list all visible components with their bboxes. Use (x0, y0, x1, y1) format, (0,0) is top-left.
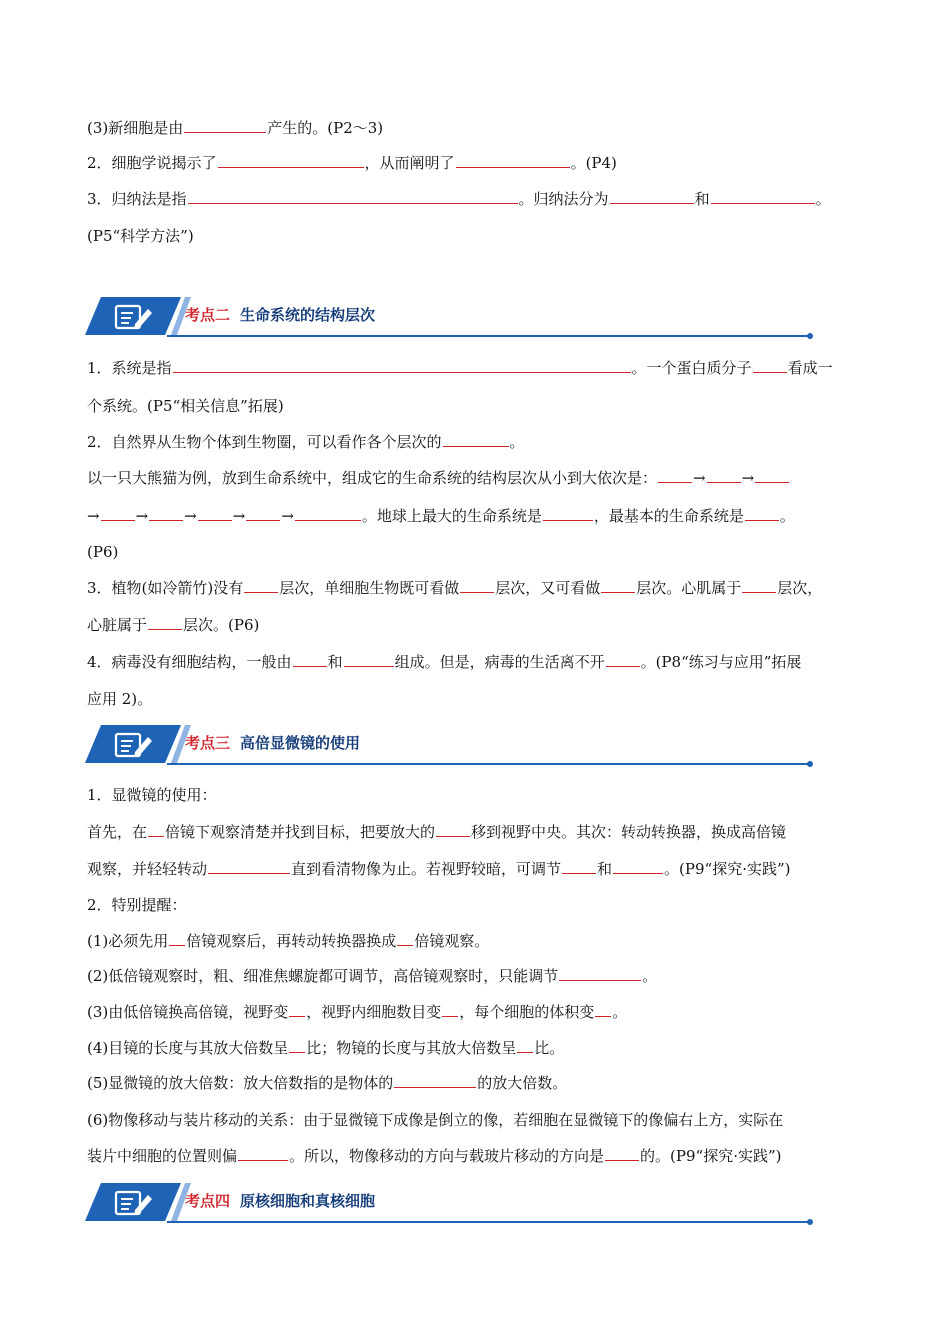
text-line: 1．显微镜的使用： (87, 786, 217, 804)
answer-blank[interactable] (562, 859, 596, 874)
note-pencil-icon (113, 302, 155, 332)
answer-blank[interactable] (397, 931, 413, 946)
text-line: 观察，并轻轻转动 直到看清物像为止。若视野较暗，可调节 和 。(P9“探究·实践”) (87, 860, 791, 878)
answer-blank[interactable] (208, 859, 290, 874)
text-line: 应用 2)。 (87, 690, 153, 708)
answer-blank[interactable] (755, 468, 789, 483)
answer-blank[interactable] (442, 1002, 458, 1017)
text-line: (6)物像移动与装片移动的关系：由于显微镜下成像是倒立的像，若细胞在显微镜下的像偏右上方，实际在 (87, 1111, 784, 1129)
answer-blank[interactable] (707, 468, 741, 483)
answer-blank[interactable] (188, 189, 518, 204)
answer-blank[interactable] (148, 822, 164, 837)
answer-blank[interactable] (606, 652, 640, 667)
text-line: 4．病毒没有细胞结构，一般由 和 组成。但是，病毒的生活离不开 。(P8“练习与应用”拓展 (87, 653, 802, 671)
text-line: (P5“科学方法”) (87, 227, 194, 245)
section-banner (85, 725, 815, 769)
text-line: 2．细胞学说揭示了 ，从而阐明了 。(P4) (87, 154, 617, 172)
answer-blank[interactable] (613, 859, 663, 874)
answer-blank[interactable] (753, 358, 787, 373)
answer-blank[interactable] (169, 931, 185, 946)
answer-blank[interactable] (394, 1073, 476, 1088)
answer-blank[interactable] (244, 578, 278, 593)
text-line: (3)由低倍镜换高倍镜，视野变 ，视野内细胞数目变 ，每个细胞的体积变 。 (87, 1003, 628, 1021)
answer-blank[interactable] (289, 1038, 305, 1053)
answer-blank[interactable] (198, 506, 232, 521)
text-line: 首先，在 倍镜下观察清楚并找到目标，把要放大的 移到视野中央。其次：转动转换器，换成高倍镜 (87, 823, 787, 841)
answer-blank[interactable] (173, 358, 631, 373)
answer-blank[interactable] (148, 615, 182, 630)
text-line: 3．归纳法是指 。归纳法分为 和 。 (87, 190, 831, 208)
section-heading: 考点三 高倍显微镜的使用 (185, 734, 361, 752)
answer-blank[interactable] (238, 1146, 288, 1161)
answer-blank[interactable] (543, 506, 593, 521)
text-line: 装片中细胞的位置则偏 。所以，物像移动的方向与载玻片移动的方向是 的。(P9“探究·实践”) (87, 1147, 782, 1165)
section-heading: 考点四 原核细胞和真核细胞 (185, 1192, 376, 1210)
text-line: 1．系统是指 。一个蛋白质分子 看成一 (87, 359, 833, 377)
text-line: 3．植物(如冷箭竹)没有 层次，单细胞生物既可看做 层次，又可看做 层次。心肌属于 层次， (87, 579, 823, 597)
answer-blank[interactable] (295, 506, 361, 521)
section-banner (85, 297, 815, 341)
text-line: (3)新细胞是由 产生的。(P2～3) (87, 119, 384, 137)
answer-blank[interactable] (742, 578, 776, 593)
answer-blank[interactable] (595, 1002, 611, 1017)
answer-blank[interactable] (711, 189, 815, 204)
answer-blank[interactable] (460, 578, 494, 593)
answer-blank[interactable] (101, 506, 135, 521)
answer-blank[interactable] (601, 578, 635, 593)
text-line: (1)必须先用 倍镜观察后，再转动转换器换成 倍镜观察。 (87, 932, 490, 950)
answer-blank[interactable] (149, 506, 183, 521)
answer-blank[interactable] (559, 966, 641, 981)
text-line: (5)显微镜的放大倍数：放大倍数指的是物体的 的放大倍数。 (87, 1074, 568, 1092)
answer-blank[interactable] (344, 652, 394, 667)
text-line: 2．特别提醒： (87, 896, 187, 914)
answer-blank[interactable] (289, 1002, 305, 1017)
answer-blank[interactable] (218, 153, 364, 168)
answer-blank[interactable] (443, 432, 509, 447)
answer-blank[interactable] (436, 822, 470, 837)
answer-blank[interactable] (610, 189, 694, 204)
text-line: 2．自然界从生物个体到生物圈，可以看作各个层次的 。 (87, 433, 525, 451)
answer-blank[interactable] (658, 468, 692, 483)
text-line: (2)低倍镜观察时，粗、细准焦螺旋都可调节，高倍镜观察时，只能调节 。 (87, 967, 658, 985)
text-line: → → → → → 。地球上最大的生命系统是 ，最基本的生命系统是 。 (87, 507, 795, 525)
answer-blank[interactable] (456, 153, 570, 168)
text-line: 个系统。(P5“相关信息”拓展) (87, 397, 284, 415)
text-line: 心脏属于 层次。(P6) (87, 616, 260, 634)
section-heading: 考点二 生命系统的结构层次 (185, 306, 376, 324)
note-pencil-icon (113, 1188, 155, 1218)
note-pencil-icon (113, 730, 155, 760)
answer-blank[interactable] (745, 506, 779, 521)
section-banner (85, 1183, 815, 1227)
answer-blank[interactable] (605, 1146, 639, 1161)
answer-blank[interactable] (184, 118, 266, 133)
answer-blank[interactable] (246, 506, 280, 521)
answer-blank[interactable] (293, 652, 327, 667)
text-line: (4)目镜的长度与其放大倍数呈 比；物镜的长度与其放大倍数呈 比。 (87, 1039, 565, 1057)
text-line: (P6) (87, 543, 119, 561)
text-line: 以一只大熊猫为例，放到生命系统中，组成它的生命系统的结构层次从小到大依次是： → → (87, 468, 877, 488)
answer-blank[interactable] (517, 1038, 533, 1053)
